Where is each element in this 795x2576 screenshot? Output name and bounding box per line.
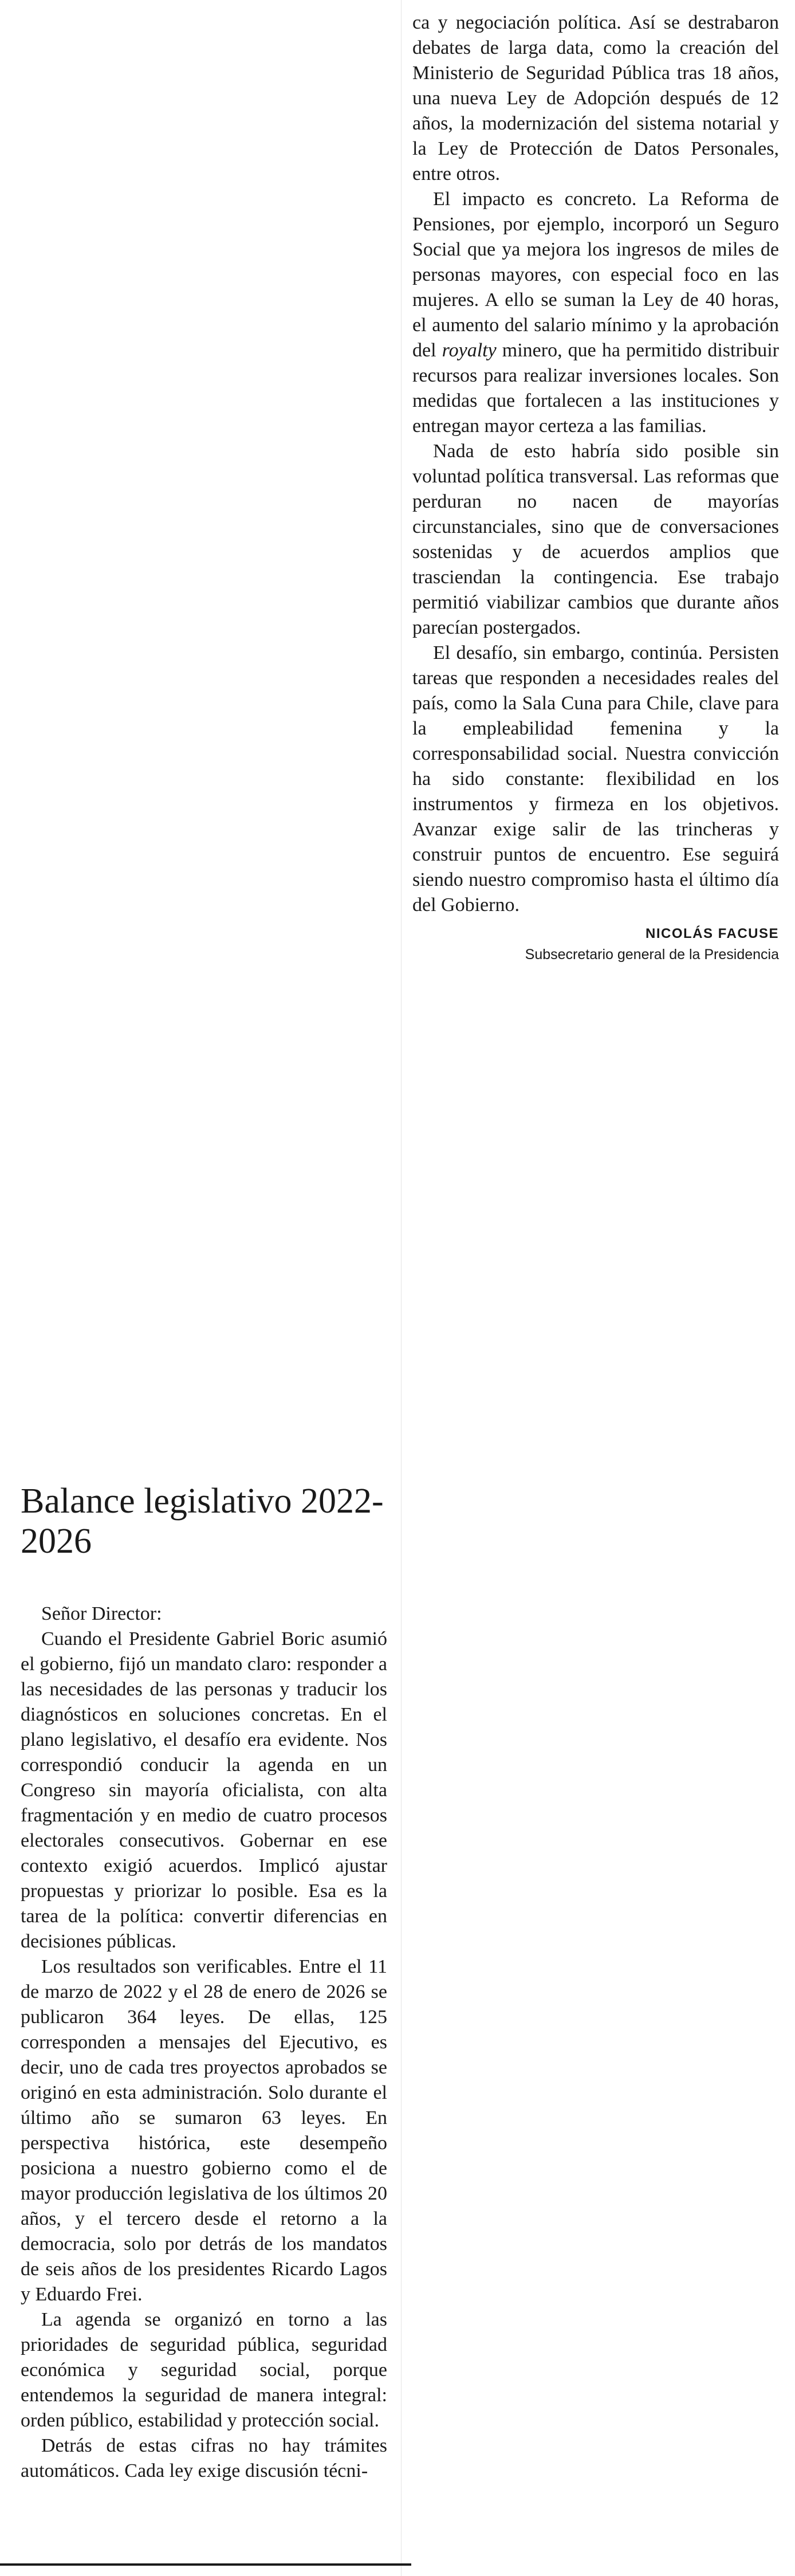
signature-block [412, 924, 779, 965]
impact-text-start: El impacto es concreto. La Reforma de Pensiones, por ejemplo, incorporó un Seguro Social que ya mejora los ingresos de miles de personas mayores, con especial foco en las mujeres. A ello se suman la Ley de 40 horas, el aumento del salario mínimo y la aprobación del [412, 189, 779, 361]
bottom-rule [0, 2563, 411, 2566]
letter-continuation-column [412, 10, 779, 965]
letter-headline: Balance legislativo 2022-2026 [21, 1482, 384, 1561]
column-rule [401, 0, 402, 2576]
signature-name: NICOLÁS FACUSE [645, 926, 779, 941]
impact-paragraph [412, 187, 779, 439]
salutation: Señor Director: [41, 1603, 162, 1624]
continuation-paragraph: ca y negociación política. Así se destrabaron debates de larga data, como la creación del Ministerio de Seguridad Pública tras 18 años, una nueva Ley de Adopción después de 12 años, la modernización del sistema notarial y la Ley de Protección de Datos Personales, entre otros. [412, 12, 779, 184]
royalty-italic: royalty [442, 340, 497, 361]
mandate-paragraph: Cuando el Presidente Gabriel Boric asumió el gobierno, fijó un mandato claro: responder a las necesidades de las personas y traducir los diagnósticos en soluciones concretas. En el plano legislativo, el desafío era evidente. Nos correspondió conducir la agenda en un Congreso sin mayoría oficialista, con alta fragmentación y en medio de cuatro procesos electorales consecutivos. Gobernar en ese contexto exigió acuerdos. Implicó ajustar propuestas y priorizar lo posible. Esa es la tarea de la política: convertir diferencias en decisiones públicas. [21, 1628, 387, 1952]
challenge-paragraph: El desafío, sin embargo, continúa. Persisten tareas que responden a necesidades reales del país, como la Sala Cuna para Chile, clave para la empleabilidad femenina y la corresponsabilidad social. Nuestra convicción ha sido constante: flexibilidad en los instrumentos y firmeza en los objetivos. Avanzar exige salir de las trincheras y construir puntos de encuentro. Ese seguirá siendo nuestro compromiso hasta el último día del Gobierno. [412, 642, 779, 916]
impact-text-end: minero, que ha permitido distribuir recursos para realizar inversiones locales. Son medidas que fortalecen a las instituciones y entregan mayor certeza a las familias. [412, 340, 779, 437]
transversal-will-paragraph: Nada de esto habría sido posible sin voluntad política transversal. Las reformas que perduran no nacen de mayorías circunstanciales, sino que de conversaciones sostenidas y de acuerdos amplios que trasciendan la contingencia. Ese trabajo permitió viabilizar cambios que durante años parecían postergados. [412, 441, 779, 638]
procedures-paragraph: Detrás de estas cifras no hay trámites automáticos. Cada ley exige discusión técni- [21, 2435, 387, 2481]
agenda-paragraph: La agenda se organizó en torno a las prioridades de seguridad pública, seguridad económica y seguridad social, porque entendemos la seguridad de manera integral: orden público, estabilidad y protección social. [21, 2309, 387, 2431]
results-paragraph: Los resultados son verificables. Entre el 11 de marzo de 2022 y el 28 de enero de 2026 se publicaron 364 leyes. De ellas, 125 corresponden a mensajes del Ejecutivo, es decir, uno de cada tres proyectos aprobados se originó en esta administración. Solo durante el último año se sumaron 63 leyes. En perspectiva histórica, este desempeño posiciona a nuestro gobierno como el de mayor producción legislativa de los últimos 20 años, y el tercero desde el retorno a la democracia, solo por detrás de los mandatos de seis años de los presidentes Ricardo Lagos y Eduardo Frei. [21, 1956, 387, 2305]
signature-title: Subsecretario general de la Presidencia [525, 947, 779, 963]
letter-start-column [21, 1481, 387, 2484]
